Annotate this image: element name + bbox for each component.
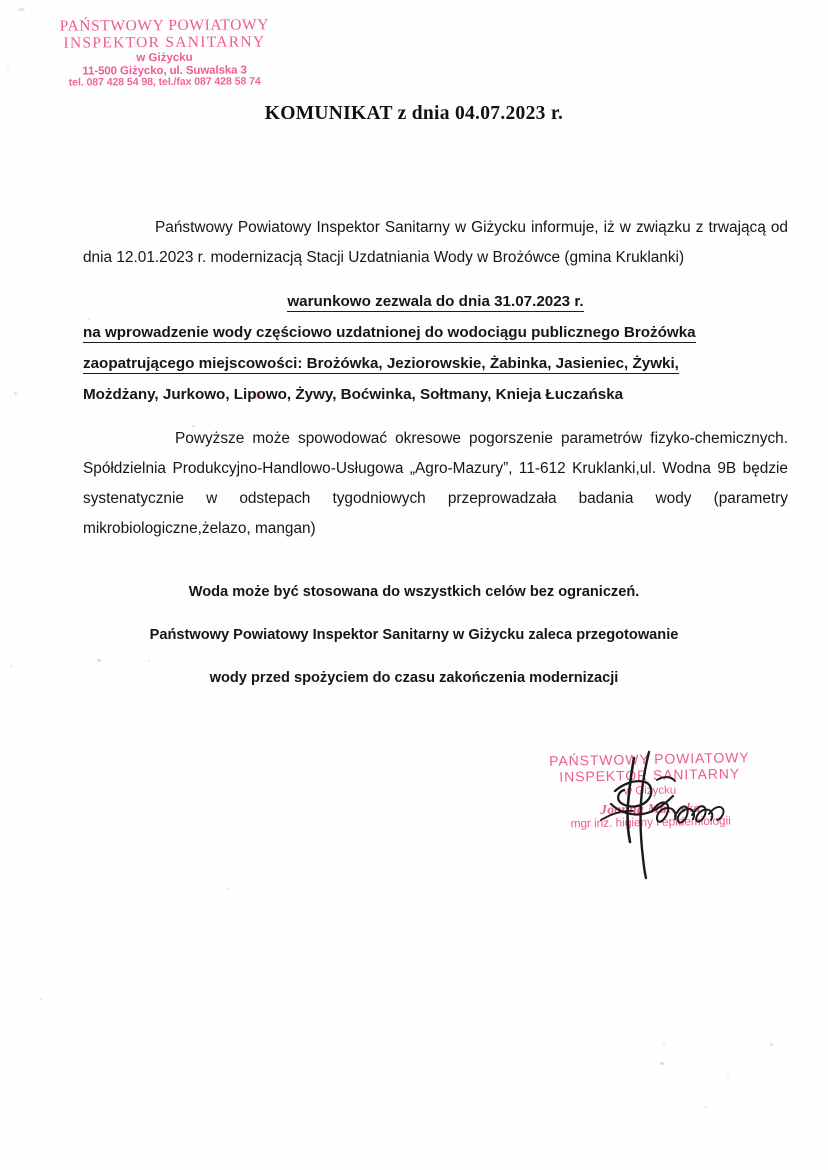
signature-stamp-line-1: PAŃSTWOWY POWIATOWY	[549, 749, 750, 769]
scan-speck	[14, 392, 17, 395]
permit-line-1	[83, 317, 788, 348]
signature-stamp-city: w Giżycku	[623, 784, 677, 798]
permit-heading	[83, 287, 788, 317]
scan-speck	[770, 1043, 773, 1046]
scan-speck	[227, 888, 229, 890]
permit-line-1-text: na wprowadzenie wody częściowo uzdatnionej do wodociągu publicznego Brożówka	[83, 324, 696, 341]
header-stamp-line-2: INSPEKTOR SANITARNY	[63, 33, 266, 52]
conclusion-line-2: Państwowy Powiatowy Inspektor Sanitarny w Giżycku zaleca przegotowanie	[149, 627, 679, 643]
paragraph-spacer	[83, 410, 788, 424]
signature-office-stamp	[534, 750, 765, 832]
conclusion-line-1: Woda może być stosowana do wszystkich celów bez ograniczeń.	[188, 584, 640, 600]
scan-speck	[727, 1076, 729, 1078]
body-paragraph-2: Powyższe może spowodować okresowe pogorszenie parametrów fizyko-chemicznych. Spółdzielnia Produkcyjno-Handlowo-Usługowa „Agro-Mazury”, 11-612 Kruklanki,ul. Wodna 9B będzie systenatycznie w odstepach tygodniowych przeprowadzała badania wody (parametry mikrobiologiczne,żelazo, mangan)	[83, 430, 788, 537]
header-office-stamp	[52, 17, 277, 89]
scan-speck	[663, 1043, 665, 1045]
document-title: KOMUNIKAT z dnia 04.07.2023 r.	[264, 103, 564, 124]
paragraph-spacer	[83, 273, 788, 287]
permit-line-2-text: zaopatrującego miejscowości: Brożówka, Jeziorowskie, Żabinka, Jasieniec, Żywki,	[83, 355, 679, 372]
permit-line-2	[83, 348, 788, 379]
signatory-name: Joanna Ma…ska	[600, 800, 701, 817]
body-paragraph-1: Państwowy Powiatowy Inspektor Sanitarny w Giżycku informuje, iż w związku z trwającą od dnia 12.01.2023 r. modernizacją Stacji Uzdatniania Wody w Brożówce (gmina Kruklanki)	[83, 219, 788, 266]
scan-speck	[7, 69, 9, 71]
signature-stamp-line-2: INSPEKTOR SANITARNY	[559, 765, 741, 785]
permit-line-3	[83, 379, 788, 410]
header-stamp-city: w Giżycku	[136, 52, 193, 65]
scan-speck	[18, 8, 25, 11]
signatory-role: mgr inż. higieny i epidemiologii	[570, 813, 731, 831]
header-stamp-line-1: PAŃSTWOWY POWIATOWY	[59, 16, 270, 35]
conclusion-line-3: wody przed spożyciem do czasu zakończenia modernizacji	[209, 670, 619, 686]
header-stamp-address: 11-500 Giżycko, ul. Suwalska 3	[82, 64, 247, 78]
permit-heading-text: warunkowo zezwala do dnia 31.07.2023 r.	[287, 293, 584, 310]
scan-speck	[660, 1062, 664, 1065]
scan-speck	[40, 998, 42, 1000]
conclusion-block	[0, 584, 828, 713]
scan-speck	[705, 1106, 707, 1108]
signature-area	[535, 749, 765, 872]
header-stamp-phone: tel. 087 428 54 98, tel./fax 087 428 58 74	[68, 75, 261, 89]
document-body	[83, 213, 788, 544]
permit-line-3-text: Możdżany, Jurkowo, Lipowo, Żywy, Boćwinka, Sołtmany, Knieja Łuczańska	[83, 386, 624, 403]
